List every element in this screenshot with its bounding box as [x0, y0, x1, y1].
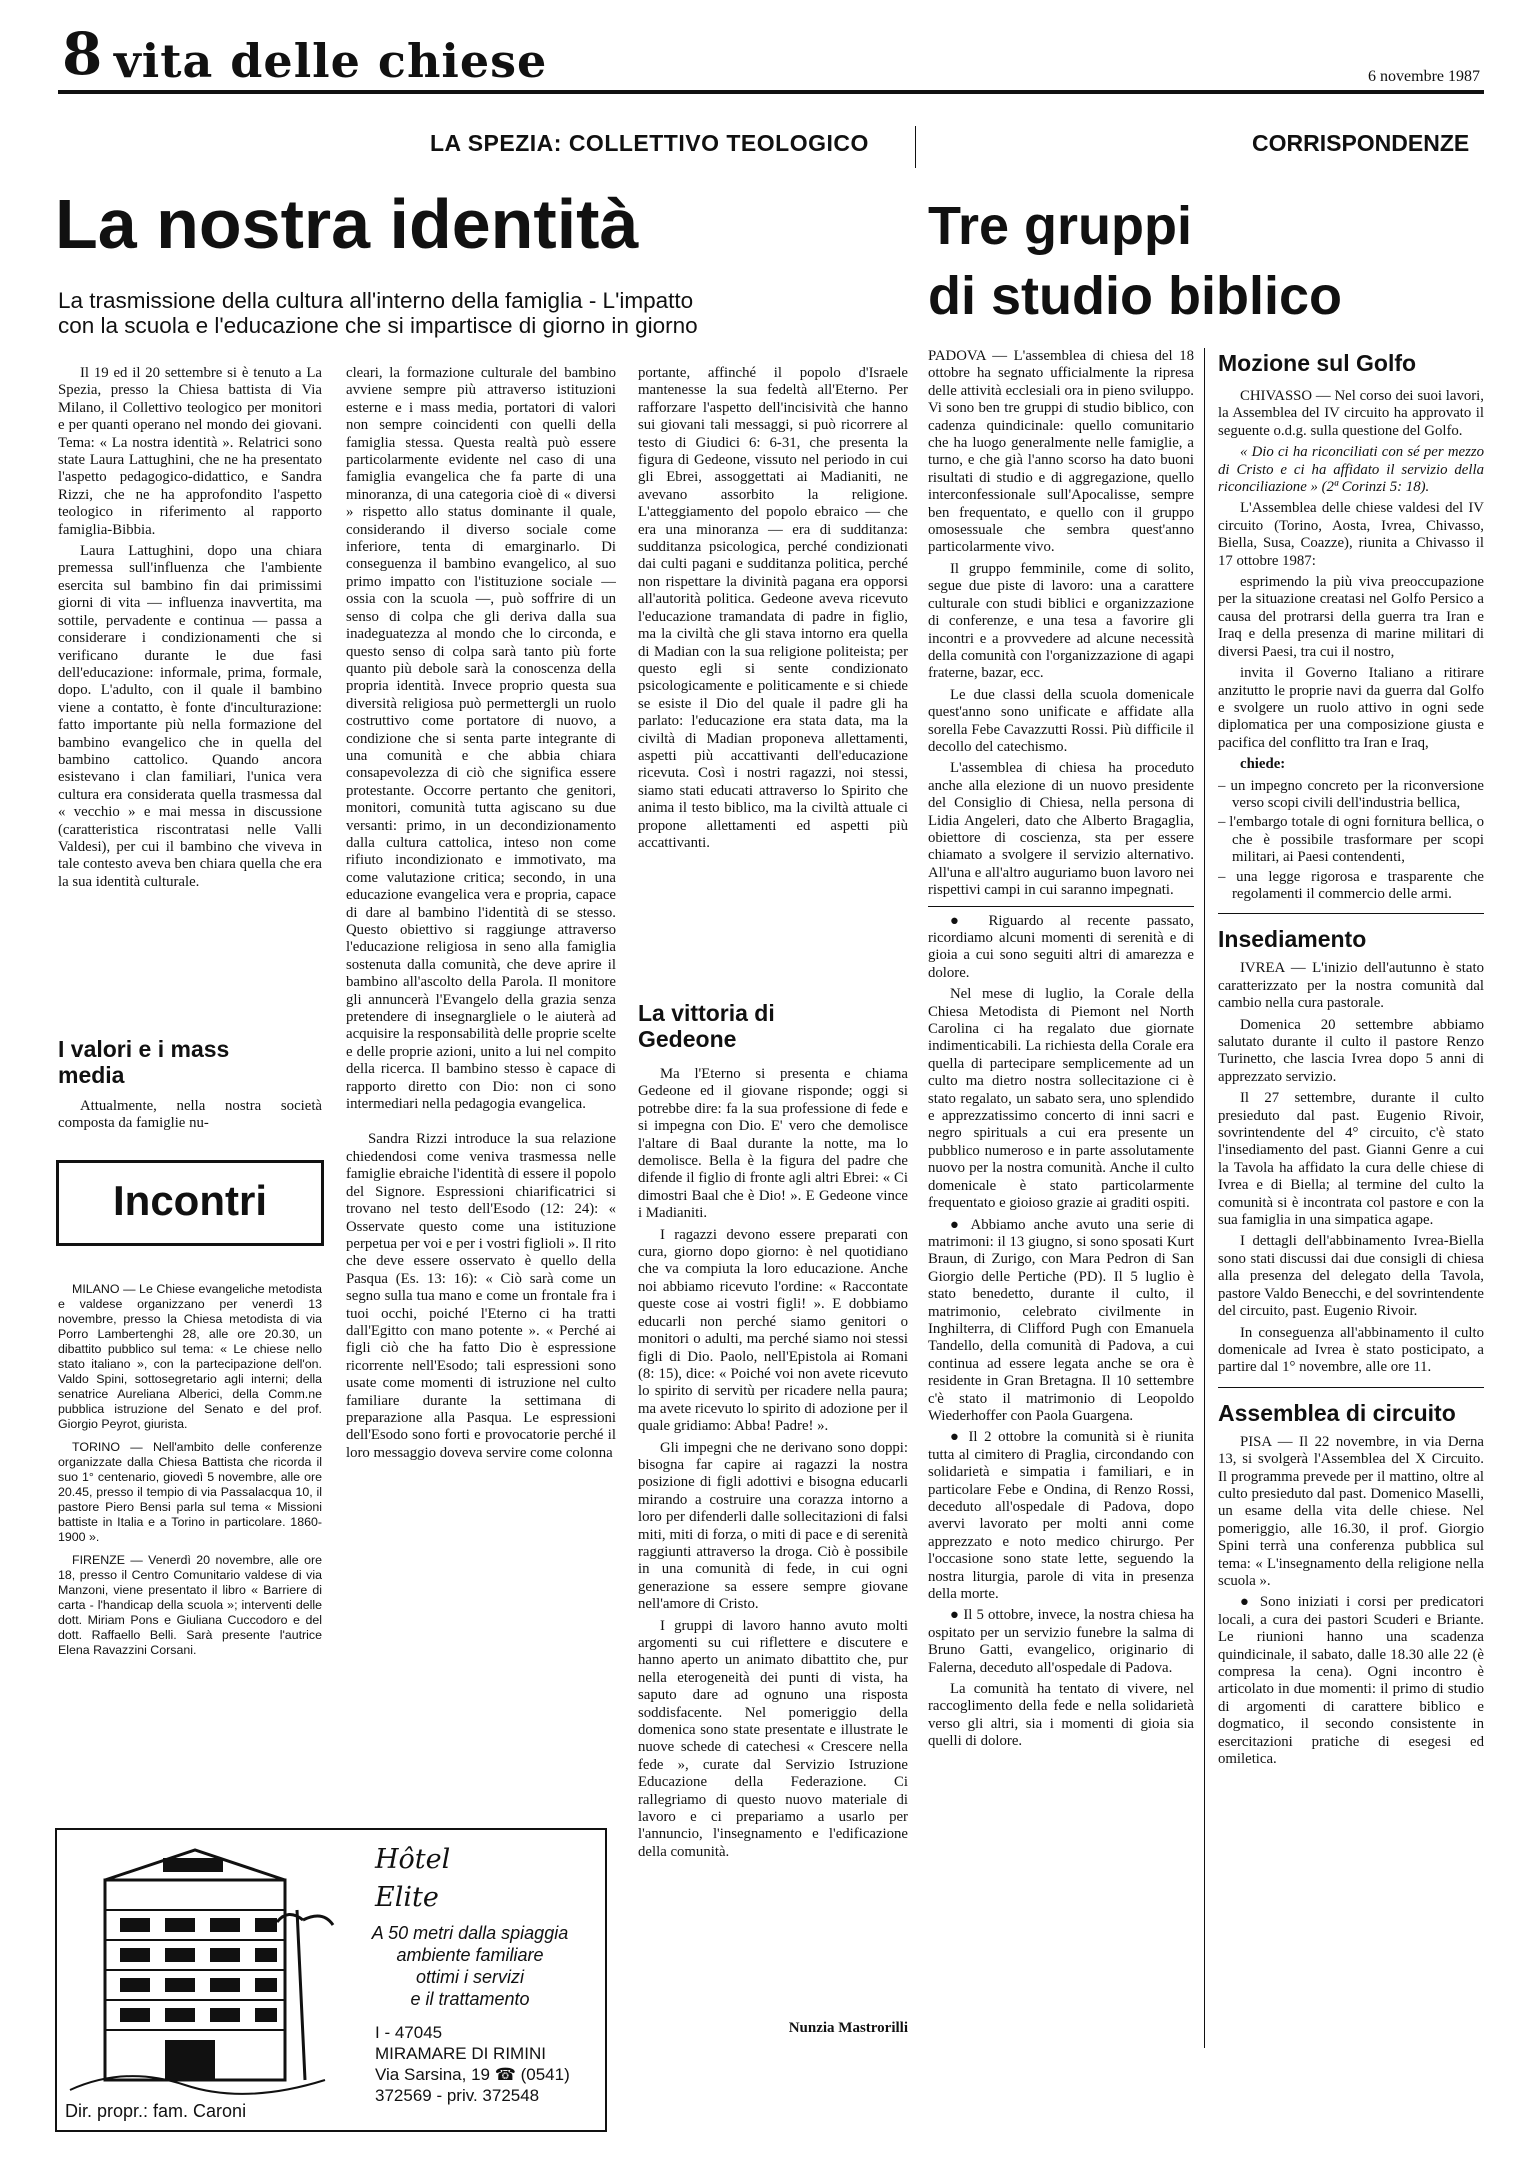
right-title-1: Tre gruppi: [928, 196, 1193, 256]
paragraph: In conseguenza all'abbinamento il culto domenicale ad Ivrea è stato posticipato, a partire dal 1° novembre, alle ore 11.: [1218, 1324, 1484, 1376]
paragraph: Attualmente, nella nostra società composta da famiglie nu-: [58, 1098, 322, 1132]
tagline-line: ottimi i servizi: [415, 1967, 524, 1987]
hotel-owner: Dir. propr.: fam. Caroni: [65, 2101, 247, 2121]
left-column-3b: [638, 1066, 908, 2021]
list-item: TORINO — Nell'ambito delle conferenze organizzate dalla Chiesa Battista che ricorda il suo 1° centenario, giovedì 5 novembre, alle ore 20.45, presso il tempio di via Passalacqua 10, il pastore Piero Bensi parla sul tema « Missioni battiste in Italia e a Torino in particolare. 1860-1900 ».: [58, 1440, 322, 1544]
paragraph: Sandra Rizzi introduce la sua relazione chiedendosi come veniva trasmessa nelle famiglie ebraiche l'identità di essere il popolo del Signore. Espressioni chiarificatrici si trovano nel testo dell'Esodo (12: 24): « Osservate questo come una istituzione perpetua per voi e per i vostri figlioli ». Il rito che deve essere osservato è quello della Pasqua (Es. 13: 16): « Ciò sarà come un segno sulla tua mano e come un frontale fra i tuoi occhi, poiché l'Eterno ci ha tratti dall'Egitto con mano potente ». « Perché ai figli ciò che ha fatto Dio è espressione ricorrente nell'Esodo; tali espressioni sono usate come momenti di istruzione nel culto familiare durante la settimana di preparazione alla Pasqua. Le espressioni dell'Esodo sono forti e provocatorie perché il loro messaggio doveva servire come colonna: [346, 1131, 616, 1461]
paragraph: Domenica 20 settembre abbiamo salutato durante il culto il pastore Renzo Turinetto, che lascia Ivrea dopo 5 anni di apprezzato servizio.: [1218, 1016, 1484, 1085]
issue-date: 6 novembre 1987: [1368, 68, 1480, 85]
signature: Nunzia Mastrorilli: [788, 2020, 908, 2036]
hotel-name-2: Elite: [375, 1882, 439, 1913]
subtitle-line-2: con la scuola e l'educazione che si impartisce di giorno in giorno: [58, 313, 698, 338]
left-article-subtitle: [58, 288, 918, 338]
column-divider-right: [1204, 348, 1205, 2048]
hotel-address: [375, 2022, 570, 2106]
list-item: MILANO — Le Chiese evangeliche metodista e valdese organizzano per venerdì 13 novembre, presso la Chiesa metodista di via Porro Lambertenghi 28, alle ore 20.30, un dibattito pubblico sul tema: « Le chiese nello stato italiano », con la partecipazione dell'on. Valdo Spini, sottosegretario agli interni; della senatrice Aureliana Alberici, della Comm.ne pubblica istruzione del Senato e del prof. Giorgio Peyrot, giurista.: [58, 1282, 322, 1431]
hotel-city: MIRAMARE DI RIMINI: [375, 2044, 546, 2063]
list-item: – una legge rigorosa e trasparente che regolamenti il commercio delle armi.: [1218, 868, 1484, 902]
col1-subhead: I valori e i mass media: [58, 1036, 230, 1088]
paragraph: ● Il 5 ottobre, invece, la nostra chiesa ha ospitato per un servizio funebre la salma di Bruno Gatti, evangelico, originario di Falerna, deceduto all'ospedale di Padova.: [928, 1607, 1194, 1676]
incontri-title: Incontri: [113, 1177, 267, 1224]
list-item: – un impegno concreto per la riconversione verso scopi civili dell'industria bellica,: [1218, 777, 1484, 811]
incontri-box: [56, 1160, 324, 1246]
column-divider-top: [915, 126, 916, 168]
assemblea-heading: Assemblea di circuito: [1218, 1399, 1456, 1426]
paragraph: Le due classi della scuola domenicale quest'anno sono unificate e affidate alla sorella Febe Cavazzutti Rossi. Più difficile il decollo del catechismo.: [928, 686, 1194, 755]
hotel-zip: I - 47045: [375, 2023, 443, 2042]
paragraph: I dettagli dell'abbinamento Ivrea-Biella sono stati discussi dai due consigli di chiesa alla presenza del delegato della Tavola, pastore Valdo Benecchi, e del sovrintendente del circuito, past. Eugenio Rivoir.: [1218, 1233, 1484, 1320]
paragraph: L'Assemblea delle chiese valdesi del IV circuito (Torino, Aosta, Ivrea, Chivasso, Biella, Susa, Coazze), riunita a Chivasso il 17 ottobre 1987:: [1218, 500, 1484, 569]
paragraph: La comunità ha tentato di vivere, nel raccoglimento della fede e nella solidarietà verso gli altri, sia i momenti di gioia sia quelli di dolore.: [928, 1681, 1194, 1750]
chiede-label: chiede:: [1240, 756, 1286, 773]
left-column-1: [58, 365, 322, 1055]
hotel-name-1: Hôtel: [375, 1844, 451, 1875]
paragraph: ● Il 2 ottobre la comunità si è riunita tutta al cimitero di Praglia, circondando con solidarietà e simpatia i familiari, e in particolare Febe e Ondina, di Renzo Rossi, deceduto all'ospedale di Padova, dopo avervi lavorato per molti anni come apprezzato e noto medico chirurgo. Per l'occasione sono state lette, seguendo la nostra liturgia, parole di vita in presenza della morte.: [928, 1429, 1194, 1603]
tagline-line: A 50 metri dalla spiaggia: [371, 1923, 569, 1943]
section-title: vita delle chiese: [114, 34, 548, 88]
hotel-building-illustration: [65, 1840, 345, 2100]
divider: [1218, 1387, 1484, 1388]
paragraph: ● Abbiamo anche avuto una serie di matrimoni: il 13 giugno, si sono sposati Kurt Braun, di Zurigo, con Mara Pedron di San Giorgio delle Pertiche (PD). Il 5 luglio è stato benedetto, durante il culto, il matrimonio, celebrato civilmente in Inghilterra, di Clifford Pugh con Emanuela Tandello, della comunità di Padova, a cui continua ad essere legata anche se ora è residente in Gran Bretagna. Il 10 settembre c'è stato il matrimonio di Leopoldo Wiederhoffer con Paola Guargena.: [928, 1216, 1194, 1424]
paragraph: esprimendo la più viva preoccupazione per la situazione creatasi nel Golfo Persico a causa del protrarsi della guerra tra Iran e Iraq e della presenza di marine militari di diversi Paesi, tra cui il nostro,: [1218, 574, 1484, 660]
mozione-list: [1218, 778, 1484, 904]
col1-tail: [58, 1098, 322, 1137]
paragraph: I ragazzi devono essere preparati con cura, giorno dopo giorno: è nel quotidiano che va compiuta la loro educazione. Anche noi abbiamo ricevuto l'ordine: « Raccontate queste cose ai vostri figli! ». E dobbiamo educarli non perché siamo genitori o monitori o adulti, ma perché siamo noi stessi figli di Dio. Paolo, nell'Epistola ai Romani (8: 15), dice: « Poiché voi non avete ricevuto lo spirito di servitù per ricadere nella paura; ma avete ricevuto lo spirito di adozione per il quale gridiamo: Abba! Padre! ».: [638, 1226, 908, 1435]
paragraph: portante, affinché il popolo d'Israele mantenesse la sua fedeltà all'Eterno. Per rafforzare l'aspetto dell'incisività che hanno sui giovani tali messaggi, si può ricorrere al testo di Giudici 6: 6-31, che presenta la figura di Gedeone, vissuto nel periodo in cui gli Ebrei, assoggettati ai Madianiti, ne avevano assorbito la religione. L'atteggiamento del popolo ebraico — che era una minoranza — era di sudditanza: sudditanza psicologica, perché condizionati dai culti pagani e sudditanza politica, perché non rispettare la divinità pagana era opporsi all'autorità politica. Gedeone aveva ricevuto l'educazione tramandata di padre in figlio, ma la civiltà che gli stava intorno era quella di Madian con la sua religione politeista; per questo egli si sente condizionato psicologicamente e politicamente e si chiede se esiste il Dio del quale il padre gli ha parlato: l'educazione era stata data, ma la civiltà di Madian proponeva allettamenti, aspetti più accattivanti dell'educazione ricevuta. Così i nostri ragazzi, noi stessi, siamo stati educati attraverso lo Spirito che anima il testo biblico, ma la civiltà attuale ci propone allettamenti ed aspetti più accattivanti.: [638, 365, 908, 851]
paragraph: IVREA — L'inizio dell'autunno è stato caratterizzato per la nostra comunità dal cambio nella cura pastorale.: [1218, 960, 1484, 1012]
paragraph: Ma l'Eterno si presenta e chiama Gedeone ed il giovane risponde; oggi si potrebbe dire: fa la sua professione di fede e si impegna con Dio. E' vero che demolisce l'altare di Baal durante la notte, ma lo demolisce. Bella è la figura del padre che difende il figlio di fronte agli altri Ebrei: « Ci dimostri Baal che è Dio! ». E Gedeone vince i Madianiti.: [638, 1066, 908, 1222]
tagline-line: ambiente familiare: [396, 1945, 544, 1965]
paragraph: invita il Governo Italiano a ritirare anzitutto le proprie navi da guerra dal Golfo e svolgere un ruolo attivo in ogni sede diplomatica per una composizione giusta e pacifica del conflitto tra Iran e Iraq,: [1218, 665, 1484, 751]
paragraph: Nel mese di luglio, la Corale della Chiesa Metodista di Piemont nel North Carolina ci ha regalato due giornate indimenticabili. La richiesta della Corale era quella di partecipare semplicemente ad un culto ma dietro nostra sollecitazione ci è stato regalato, un sabato sera, uno splendido e apprezzatissimo concerto di inni sacri e negro spirituals a cui era presente un pubblico numeroso e in parte assolutamente nuovo per la nostra comunità. Anche il culto domenicale è stato particolarmente frequentato e gioioso grazie ai graditi ospiti.: [928, 986, 1194, 1212]
left-kicker: LA SPEZIA: COLLETTIVO TEOLOGICO: [430, 130, 869, 156]
left-article-title: La nostra identità: [55, 185, 639, 263]
paragraph: CHIVASSO — Nel corso dei suoi lavori, la Assemblea del IV circuito ha approvato il seguente o.d.g. sulla questione del Golfo.: [1218, 388, 1484, 439]
paragraph: ● Sono iniziati i corsi per predicatori locali, a cura dei pastori Scuderi e Briante. Le riunioni hanno una scadenza quindicinale, il sabato, dalle 18.30 alle 22 (è compresa la cena). Ogni incontro è articolato in due momenti: il primo di studio di argomenti di carattere biblico e dogmatico, il secondo consistente in esercitazioni pratiche di esegesi ed omiletica.: [1218, 1594, 1484, 1768]
paragraph: Laura Lattughini, dopo una chiara premessa sull'influenza che l'ambiente esercita sul bambino fin dai primissimi giorni di vita — influenza inavvertita, ma sottile, pervadente e continua — passa a considerare i condizionamenti che si verificano durante le due fasi dell'educazione: informale, prima, formale, dopo. L'adulto, con il quale il bambino viene a contatto, è fonte d'inculturazione: fatto importante più nella formazione del bambino evangelico che in quella del bambino cattolico. Quando ancora esistevano i clan familiari, l'unica vera cultura era considerata quella trasmessa dal « vecchio » e mai messa in discussione (caratteristica riscontratasi nelle Valli Valdesi), per cui il bambino che viveva in tale contesto aveva ben chiara quella che era la sua identità culturale.: [58, 543, 322, 890]
hotel-street: Via Sarsina, 19 ☎ (0541): [375, 2065, 570, 2084]
paragraph: L'assemblea di chiesa ha proceduto anche alla elezione di un nuovo presidente del Consiglio di Chiesa, nella persona di Lidia Angeleri, dato che Alberto Bragaglia, obiettore di coscienza, sta per essere chiamato a svolgere il servizio alternativo. All'una e all'altro auguriamo buon lavoro nei rispettivi campi in cui saranno impegnati.: [928, 760, 1194, 899]
right-title-2: di studio biblico: [928, 266, 1342, 326]
hotel-phones: 372569 - priv. 372548: [375, 2086, 540, 2105]
paragraph: ● Riguardo al recente passato, ricordiamo alcuni momenti di serenità e di gioia a cui sono seguiti altri di amarezza e dolore.: [928, 912, 1194, 981]
left-column-3: [638, 365, 908, 1015]
insediamento-heading: Insediamento: [1218, 926, 1367, 953]
right-kicker: CORRISPONDENZE: [1252, 130, 1470, 156]
subtitle-line-1: La trasmissione della cultura all'interno della famiglia - L'impatto: [58, 288, 694, 313]
masthead: [60, 20, 1480, 90]
tagline-line: e il trattamento: [410, 1989, 530, 2009]
incontri-list: [58, 1282, 322, 1822]
masthead-rule: [58, 90, 1484, 94]
paragraph: Il gruppo femminile, come di solito, segue due piste di lavoro: una a carattere culturale con studi biblici e organizzazione di conferenze, e una tesa a favorire gli incontri e a provvedere ad alcune necessità della comunità con l'organizzazione di agapi fraterne, bazar, ecc.: [928, 560, 1194, 682]
divider: [928, 906, 1194, 907]
quote: « Dio ci ha riconciliati con sé per mezzo di Cristo e ci ha affidato il servizio della riconciliazione » (2ª Corinzi 5: 18).: [1218, 444, 1484, 496]
paragraph: cleari, la formazione culturale del bambino avviene sempre più attraverso istituzioni esterne e i mass media, portatori di valori non sempre coincidenti con quelli della famiglia stessa. Questa realtà può essere particolarmente evidente nel caso di una famiglia evangelica che fa parte di una minoranza, di una categoria cioè di « diversi » rispetto allo status dominante il quale, considerando il diverso sociale come inferiore, tenta di emarginarlo. Di conseguenza il bambino evangelico, al suo primo impatto con l'istituzione sociale — ossia con la scuola —, può soffrire di un senso di colpa che gli deriva dalla sua inadeguatezza al mondo che lo circonda, e questo senso di colpa sarà tanto più forte quanto più debole sarà la conoscenza della propria identità. Invece proprio questa sua diversità religiosa può permettergli un ruolo costruttivo come portatore di nuovo, a condizione che si senta parte integrante di una comunità e che abbia chiara consapevolezza di ciò che significa essere protestante. Occorre pertanto che genitori, monitori, comunità tutta agiscano su due versanti: primo, in un decondizionamento dalla cultura cattolica, inteso non come rifiuto incondizionato e immotivato, ma come valutazione critica; secondo, in una educazione evangelica vera e propria, capace di dare al bambino l'identità di se stesso. Questo obiettivo si raggiunge attraverso l'educazione religiosa in seno alla famiglia sostenuta dalla comunità, che deve aprire il bambino all'ascolto della Parola. Il monitore gli annuncerà l'Evangelo della grazia senza pretendere di insegnargliele o le aiuterà ad acquisire la responsabilità delle proprie scelte e delle proprie azioni, unito a lui nel compito della ricerca. Il bambino stesso è capace di rapporto diretto con Dio: non ci sono intermediari nella pedagogia evangelica.: [346, 365, 616, 1113]
col3-subhead: La vittoria di Gedeone: [638, 1000, 775, 1052]
list-item: – l'embargo totale di ogni fornitura bellica, o che è possibile trasformare per scopi militari, ai Paesi contendenti,: [1218, 814, 1484, 866]
left-column-2: [346, 365, 616, 1805]
divider: [1218, 913, 1484, 914]
paragraph: Gli impegni che ne derivano sono doppi: bisogna far capire ai ragazzi la nostra posizione di figli adottivi e bisogna educarli mirando a costruire una corazza intorno a loro per difenderli dalle sollecitazioni di falsi miti, miti di forza, o miti di pace e di serenità raggiunti attraverso la droga. Ciò è possibile in una comunità di fede, in cui ogni generazione sa essere sempre giovane nell'amore di Cristo.: [638, 1439, 908, 1613]
mozione-heading: Mozione sul Golfo: [1218, 350, 1417, 376]
page-number: 8: [62, 20, 103, 88]
hotel-tagline: [345, 1922, 595, 2010]
right-column-b: [1218, 388, 1484, 2038]
list-item: FIRENZE — Venerdì 20 novembre, alle ore 18, presso il Centro Comunitario valdese di via Manzoni, viene presentato il libro « Barriere di carta - l'handicap della scuola »; interventi delle dott. Miriam Pons e Giuliana Cuccodoro e del dott. Raffaello Belli. Sarà presente l'autrice Elena Ravazzini Corsani.: [58, 1553, 322, 1657]
paragraph: I gruppi di lavoro hanno avuto molti argomenti su cui riflettere e discutere e hanno aperto un animato dibattito che, pur nella eterogeneità dei punti di vista, ha saputo dare ad ognuno una risposta soddisfacente. Nel pomeriggio della domenica sono state presentate e illustrate le nuove schede di catechesi « Crescere nella fede », curate dal Servizio Istruzione Educazione della Federazione. Ci rallegriamo di questo nuovo materiale di lavoro e ci prepariamo a usarlo per l'annuncio, l'insegnamento e l'edificazione della comunità.: [638, 1617, 908, 1860]
paragraph: PISA — Il 22 novembre, in via Derna 13, si svolgerà l'Assemblea del X Circuito. Il programma prevede per il mattino, oltre al culto presieduto dal past. Domenico Maselli, un esame della vita delle chiese. Nel pomeriggio, alle 16.30, il prof. Giorgio Spini terrà una conferenza pubblica sul tema: « L'insegnamento della religione nella scuola ».: [1218, 1433, 1484, 1589]
paragraph: PADOVA — L'assemblea di chiesa del 18 ottobre ha segnato ufficialmente la ripresa delle attività ecclesiali ora in pieno sviluppo. Vi sono ben tre gruppi di studio biblico, con cadenza quindicinale: quello comunitario che ha luogo generalmente nelle famiglie, a turno, e che già l'anno scorso ha dato buoni risultati di studio e di aggregazione, quello interconfessionale sull'Apocalisse, sempre ben frequentato, e quello con il gruppo omosessuale che sembra quest'anno particolarmente vivo.: [928, 348, 1194, 556]
paragraph: Il 19 ed il 20 settembre si è tenuto a La Spezia, presso la Chiesa battista di Via Milano, il Collettivo teologico per monitori e per quanti operano nel mondo dei giovani. Tema: « La nostra identità ». Relatrici sono state Laura Lattughini, che ne ha presentato l'aspetto pedagogico-didattico, e Sandra Rizzi, che ne ha approfondito l'aspetto teologico in riferimento al rapporto famiglia-Bibbia.: [58, 365, 322, 538]
paragraph: Il 27 settembre, durante il culto presieduto dal past. Eugenio Rivoir, sovrintendente del 4° circuito, c'è stato l'insediamento del past. Gianni Genre a cui la Tavola ha affidato la cura delle chiese di Ivrea e di Biella; al termine del culto la comunità si è incontrata col pastore e con la sua famiglia in una simpatica agape.: [1218, 1090, 1484, 1229]
right-column-a: [928, 348, 1194, 2048]
hotel-ad: [55, 1828, 607, 2132]
